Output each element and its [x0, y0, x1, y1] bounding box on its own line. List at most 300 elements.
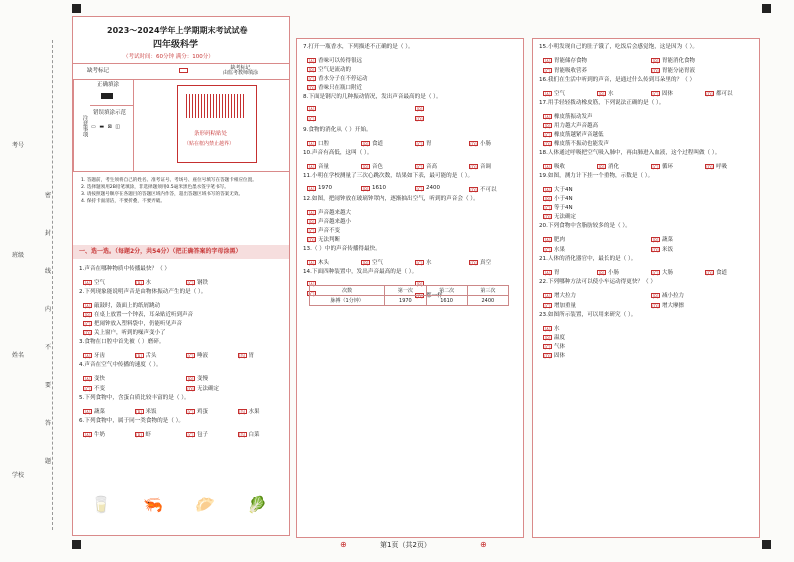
answer-option[interactable] — [307, 139, 329, 147]
answer-bubble[interactable]: [D] — [187, 386, 194, 392]
option-text: 钢铁 — [197, 280, 209, 286]
question-stem: 声音在哪种物质中传播最快？（ ） — [84, 266, 171, 272]
answer-option[interactable] — [361, 185, 386, 191]
answer-bubble[interactable]: [A] — [84, 280, 91, 286]
answer-bubble[interactable]: [D] — [706, 270, 713, 276]
option-text: 声音越来越大 — [318, 210, 352, 216]
question-stem: （ ）中的声音传播得最快。 — [311, 246, 381, 252]
answer-option[interactable] — [361, 139, 383, 147]
question-text — [79, 267, 170, 273]
answer-option[interactable] — [307, 185, 332, 191]
answer-option[interactable] — [83, 384, 105, 392]
seal-char: 题 — [45, 458, 52, 465]
seal-char: 要 — [45, 382, 52, 389]
exam-title: 2023～2024学年上学期期末考试试卷 — [107, 26, 248, 35]
answer-option[interactable] — [543, 121, 598, 129]
answer-option[interactable] — [415, 106, 426, 111]
answer-option[interactable] — [135, 430, 152, 438]
option-text: 真空 — [480, 260, 492, 266]
question-number: 5. — [79, 395, 85, 401]
answer-bubble[interactable]: [B] — [136, 432, 142, 438]
option-text: 音色 — [372, 164, 384, 170]
answer-option[interactable] — [543, 342, 565, 350]
question-text — [539, 78, 695, 84]
answer-bubble[interactable]: [A] — [544, 91, 551, 97]
answer-option[interactable] — [597, 162, 619, 170]
option-text: 水 — [426, 260, 432, 266]
answer-bubble[interactable]: [B] — [136, 409, 142, 415]
option-text: 水 — [554, 326, 560, 332]
answer-bubble[interactable]: [C] — [544, 68, 551, 74]
question-text — [539, 280, 656, 286]
table-cell: 脉搏（1分钟） — [310, 296, 385, 306]
answer-bubble[interactable]: [C] — [416, 141, 423, 147]
note-item: 4. 保持卡面清洁，不要折叠，不要弄破。 — [81, 199, 165, 204]
answer-bubble[interactable]: [D] — [84, 330, 91, 336]
answer-option[interactable] — [651, 301, 684, 309]
answer-bubble[interactable]: [A] — [544, 293, 551, 299]
answer-bubble[interactable]: [D] — [652, 303, 659, 309]
section-heading: 一、选一选。（每题2分，共54分）（把正确答案的字母涂黑） — [79, 248, 242, 255]
question-number: 11. — [303, 173, 312, 179]
question-stem: 下面是钢尺的几种振动情况，发出声音最高的是（ ）。 — [308, 94, 442, 100]
barcode-icon — [186, 94, 246, 118]
answer-option[interactable] — [543, 324, 560, 332]
option-text: 关上窗户，听到的噪声变小了 — [94, 330, 166, 336]
answer-bubble[interactable]: [A] — [308, 58, 315, 64]
answer-bubble[interactable]: [A] — [308, 141, 315, 147]
answer-option[interactable] — [307, 56, 362, 64]
question-number: 18. — [539, 150, 548, 156]
option-text: 胃 — [248, 353, 255, 359]
answer-bubble[interactable]: [D] — [238, 409, 246, 415]
answer-bubble[interactable]: [A] — [544, 237, 551, 243]
question-number: 12. — [303, 196, 312, 202]
answer-bubble[interactable]: [D] — [470, 260, 477, 266]
answer-bubble[interactable]: [C] — [187, 432, 194, 438]
answer-bubble[interactable]: [D] — [544, 214, 551, 220]
question-text — [79, 340, 164, 346]
option-text: 用力越大声音越高 — [554, 123, 599, 129]
option-text: 橡皮筋振动发声 — [554, 114, 593, 120]
answer-option[interactable] — [705, 89, 733, 97]
answer-option[interactable] — [651, 56, 695, 64]
answer-option[interactable] — [307, 235, 340, 243]
answer-bubble[interactable]: [D] — [308, 85, 315, 91]
attention-label: 注意事项 — [81, 115, 88, 137]
answer-option[interactable] — [238, 430, 260, 438]
question-text — [303, 151, 372, 157]
answer-bubble[interactable]: [A] — [544, 187, 551, 193]
option-text: 唾液 — [197, 353, 209, 359]
answer-bubble[interactable]: [D] — [544, 141, 551, 147]
answer-option[interactable] — [307, 116, 318, 121]
answer-option[interactable] — [361, 258, 383, 266]
answer-bubble[interactable]: [A] — [308, 186, 315, 192]
barcode-label: 条形码粘贴处 — [194, 131, 228, 137]
answer-option[interactable] — [543, 185, 573, 193]
question-stem: 我们在生活中听到的声音，是通过什么传到耳朵里的？（ ） — [547, 77, 696, 83]
answer-bubble[interactable]: [B] — [362, 164, 369, 170]
option-text: 小于4N — [554, 196, 573, 202]
option-text: 气体 — [554, 344, 566, 350]
table-row — [310, 296, 509, 306]
answer-option[interactable] — [307, 217, 351, 225]
option-text: 吸收 — [554, 164, 566, 170]
option-text: 虾 — [145, 432, 152, 438]
answer-bubble[interactable]: [C] — [652, 164, 659, 170]
answer-option[interactable] — [543, 301, 576, 309]
seal-line — [52, 40, 53, 530]
option-text: 胃能吸收营养 — [554, 68, 588, 74]
table-cell: 1970 — [385, 296, 426, 306]
answer-bubble[interactable]: [C] — [652, 270, 659, 276]
option-text: 包子 — [197, 432, 209, 438]
answer-option[interactable] — [415, 258, 432, 266]
option-text: 减小拉力 — [662, 293, 685, 299]
option-text: 肥肉 — [554, 237, 566, 243]
answer-bubble[interactable]: [C] — [84, 386, 91, 392]
question-number: 3. — [79, 339, 85, 345]
answer-bubble[interactable]: [B] — [362, 260, 369, 266]
answer-option[interactable] — [543, 268, 560, 276]
option-text: 增大摩擦 — [662, 303, 685, 309]
answer-bubble[interactable]: [A] — [308, 107, 315, 112]
answer-bubble[interactable]: [D] — [238, 432, 246, 438]
answer-bubble[interactable]: [A] — [308, 282, 315, 287]
answer-bubble[interactable]: [B] — [544, 335, 551, 341]
answer-option[interactable] — [186, 384, 219, 392]
option-text: 增大拉力 — [554, 293, 577, 299]
answer-bubble[interactable]: [D] — [652, 247, 659, 253]
question-number: 14. — [303, 269, 312, 275]
answer-option[interactable] — [543, 66, 587, 74]
answer-bubble[interactable]: [B] — [416, 282, 423, 287]
answer-option[interactable] — [651, 89, 673, 97]
answer-bubble[interactable]: [A] — [544, 58, 551, 64]
answer-bubble[interactable]: [C] — [544, 205, 551, 211]
answer-option[interactable] — [415, 162, 437, 170]
answer-option[interactable] — [83, 301, 160, 309]
answer-bubble[interactable]: [A] — [544, 164, 551, 170]
answer-option[interactable] — [135, 278, 152, 286]
answer-option[interactable] — [307, 83, 362, 91]
option-text: 香味可以传得很远 — [318, 58, 363, 64]
answer-bubble[interactable]: [C] — [308, 117, 315, 122]
answer-option[interactable] — [83, 407, 105, 415]
option-text: 水果 — [248, 409, 260, 415]
answer-option[interactable] — [705, 268, 727, 276]
option-text: 小肠 — [608, 270, 620, 276]
answer-option[interactable] — [307, 106, 318, 111]
answer-option[interactable] — [469, 258, 491, 266]
answer-bubble[interactable]: [C] — [187, 353, 194, 359]
answer-option[interactable] — [543, 162, 565, 170]
sidebar-label: 班级 — [12, 252, 25, 259]
answer-option[interactable] — [543, 194, 573, 202]
question-number: 9. — [303, 127, 309, 133]
exam-subject: 四年级科学 — [153, 40, 199, 50]
answer-option[interactable] — [361, 162, 383, 170]
option-text: 橡皮筋不振动也能发声 — [554, 141, 610, 147]
question-stem: 下列食物中含脂肪较多的是（ ）。 — [547, 223, 631, 229]
option-text: 胃能分泌胃液 — [662, 68, 696, 74]
option-text: 橡皮筋越紧声音越低 — [554, 132, 604, 138]
question-text — [303, 270, 417, 276]
answer-option[interactable] — [651, 268, 673, 276]
answer-option[interactable] — [83, 430, 105, 438]
answer-option[interactable] — [83, 351, 105, 359]
question-number: 6. — [79, 418, 85, 424]
answer-option[interactable] — [543, 291, 576, 299]
answer-option[interactable] — [83, 328, 166, 336]
option-text: 音高 — [426, 164, 438, 170]
answer-option[interactable] — [469, 162, 491, 170]
crosshair-icon: ⊕ — [340, 540, 347, 549]
option-text: 白菜 — [248, 432, 260, 438]
answer-bubble[interactable]: [A] — [308, 260, 315, 266]
answer-option[interactable] — [186, 278, 208, 286]
question-number: 16. — [539, 77, 548, 83]
answer-bubble[interactable]: [B] — [544, 123, 551, 129]
answer-option[interactable] — [415, 139, 432, 147]
answer-bubble[interactable]: [B] — [308, 67, 315, 73]
sidebar-label: 姓名 — [12, 352, 25, 359]
answer-bubble[interactable]: [B] — [308, 219, 315, 225]
answer-bubble[interactable]: [D] — [238, 353, 246, 359]
answer-option[interactable] — [469, 185, 497, 193]
answer-bubble[interactable]: [C] — [308, 292, 315, 297]
question-text — [303, 197, 479, 203]
answer-option[interactable] — [83, 374, 105, 382]
option-text: 香味只在瓶口附近 — [318, 85, 363, 91]
answer-bubble[interactable]: [C] — [544, 344, 551, 350]
question-stem: 声音在空气中传播的速度（ ）。 — [84, 362, 162, 368]
sidebar-label: 学校 — [12, 472, 25, 479]
question-stem: 打开一瓶香水，下列描述不正确的是（ ）。 — [308, 44, 414, 50]
question-text — [79, 290, 206, 296]
question-text — [79, 419, 184, 425]
answer-bubble[interactable]: [B] — [362, 141, 369, 147]
answer-bubble[interactable]: [D] — [416, 293, 423, 299]
dumpling-icon: 🥟 — [195, 495, 215, 514]
answer-bubble[interactable]: [C] — [416, 186, 423, 192]
answer-bubble[interactable]: [B] — [84, 312, 91, 318]
answer-option[interactable] — [543, 130, 604, 138]
answer-bubble[interactable]: [B] — [416, 107, 423, 112]
answer-bubble[interactable]: [D] — [652, 68, 659, 74]
question-number: 7. — [303, 44, 309, 50]
answer-bubble[interactable]: [C] — [416, 164, 423, 170]
answer-option[interactable] — [651, 235, 673, 243]
question-stem: 人体通过呼吸把空气吸入肺中，再由肺进入血液，这个过程叫做（ ）。 — [547, 150, 721, 156]
option-text: 不可以 — [480, 187, 497, 193]
answer-option[interactable] — [469, 139, 491, 147]
answer-option[interactable] — [186, 430, 208, 438]
answer-bubble[interactable]: [D] — [706, 91, 713, 97]
option-text: 不变 — [94, 386, 106, 392]
answer-bubble[interactable]: [A] — [308, 210, 315, 216]
option-text: 呼吸 — [716, 164, 728, 170]
answer-option[interactable] — [651, 291, 684, 299]
question-text — [303, 45, 414, 51]
answer-option[interactable] — [543, 351, 565, 359]
option-text: 大肠 — [662, 270, 674, 276]
answer-bubble[interactable]: [C] — [544, 247, 551, 253]
answer-option[interactable] — [238, 351, 255, 359]
question-number: 19. — [539, 173, 548, 179]
answer-option[interactable] — [83, 319, 182, 327]
answer-bubble[interactable]: [D] — [544, 353, 551, 359]
option-text: 空气是流动的 — [318, 67, 352, 73]
answer-option[interactable] — [543, 235, 565, 243]
answer-bubble[interactable]: [A] — [308, 164, 315, 170]
answer-bubble[interactable]: [D] — [470, 141, 477, 147]
answer-bubble[interactable]: [A] — [544, 270, 551, 276]
answer-bubble[interactable]: [C] — [544, 303, 551, 309]
answer-bubble[interactable]: [C] — [652, 91, 659, 97]
answer-option[interactable] — [83, 278, 105, 286]
answer-bubble[interactable]: [A] — [84, 432, 91, 438]
answer-bubble[interactable]: [B] — [598, 91, 605, 97]
answer-option[interactable] — [307, 65, 351, 73]
question-text — [539, 151, 720, 157]
answer-bubble[interactable]: [A] — [84, 376, 91, 382]
answer-bubble[interactable]: [A] — [544, 114, 551, 120]
answer-bubble[interactable]: [D] — [416, 117, 423, 122]
answer-bubble[interactable]: [D] — [706, 164, 713, 170]
answer-option[interactable] — [651, 162, 673, 170]
question-number: 4. — [79, 362, 85, 368]
answer-option[interactable] — [415, 116, 426, 121]
question-stem: 下面四种装置中，发出声音最高的是（ ）。 — [311, 269, 418, 275]
question-number: 13. — [303, 246, 312, 252]
answer-bubble[interactable]: [B] — [598, 164, 605, 170]
answer-option[interactable] — [543, 112, 593, 120]
question-text — [303, 174, 473, 180]
answer-option[interactable] — [307, 258, 329, 266]
answer-option[interactable] — [705, 162, 727, 170]
option-text: 在桌上放置一个钟表，耳朵贴近听到声音 — [94, 312, 194, 318]
answer-bubble[interactable]: [A] — [84, 353, 91, 359]
answer-bubble[interactable]: [A] — [544, 326, 551, 332]
answer-bubble[interactable]: [B] — [362, 186, 369, 192]
answer-option[interactable] — [307, 208, 351, 216]
answer-bubble[interactable]: [B] — [652, 293, 659, 299]
question-text — [539, 174, 653, 180]
answer-bubble[interactable]: [C] — [308, 228, 315, 234]
answer-option[interactable] — [543, 56, 587, 64]
answer-bubble[interactable]: [A] — [84, 303, 91, 309]
option-text: 声音不变 — [318, 228, 341, 234]
answer-bubble[interactable]: [C] — [544, 132, 551, 138]
answer-option[interactable] — [186, 374, 208, 382]
option-text: 固体 — [554, 353, 566, 359]
option-text: 胃能储存食物 — [554, 58, 588, 64]
question-text — [539, 313, 636, 319]
option-text: 胃 — [554, 270, 560, 276]
teacher-fill-note: 缺考标记 由监考教师填涂 — [223, 65, 259, 76]
answer-option[interactable] — [307, 74, 368, 82]
page-number: 第1页（共2页） — [380, 541, 431, 549]
answer-bubble[interactable]: [D] — [470, 164, 477, 170]
option-text: 水 — [145, 280, 152, 286]
answer-option[interactable] — [135, 407, 157, 415]
option-text: 都可以 — [716, 91, 733, 97]
answer-bubble[interactable]: [C] — [416, 260, 423, 266]
option-text: 无法确定 — [554, 214, 577, 220]
answer-bubble[interactable]: [C] — [308, 76, 315, 82]
answer-bubble[interactable]: [C] — [187, 409, 194, 415]
table-header: 次数 — [310, 286, 385, 296]
shrimp-icon: 🦐 — [143, 495, 163, 514]
answer-bubble[interactable]: [B] — [652, 237, 659, 243]
barcode-area — [177, 85, 257, 163]
question-stem: 食物在口腔中首先被（ ）磨碎。 — [84, 339, 165, 345]
answer-option[interactable] — [543, 139, 609, 147]
option-text: 声音越来越小 — [318, 219, 352, 225]
answer-bubble[interactable]: [C] — [187, 280, 194, 286]
answer-bubble[interactable]: [C] — [84, 321, 91, 327]
answer-option[interactable] — [597, 89, 614, 97]
wrong-fill-label: 错误填涂示范 — [93, 110, 127, 116]
answer-bubble[interactable]: [B] — [136, 280, 142, 286]
answer-bubble[interactable]: [B] — [136, 353, 142, 359]
crosshair-icon: ⊕ — [480, 540, 487, 549]
answer-bubble[interactable]: [B] — [544, 196, 551, 202]
note-item: 2. 选择题须用2B铅笔填涂，非选择题须用0.5毫米黑色墨水签字笔书写。 — [81, 185, 229, 190]
question-stem: 小明发现自己的肚子饿了，吃饭后会感觉饱，这是因为（ ）。 — [547, 44, 698, 50]
answer-bubble[interactable]: [B] — [187, 376, 194, 382]
question-number: 2. — [79, 289, 85, 295]
question-text — [79, 396, 190, 402]
answer-option[interactable] — [597, 268, 619, 276]
answer-option[interactable] — [543, 212, 576, 220]
answer-bubble[interactable]: [B] — [652, 58, 659, 64]
column-2 — [296, 38, 524, 538]
answer-option[interactable] — [651, 66, 695, 74]
answer-option[interactable] — [543, 203, 573, 211]
answer-option[interactable] — [543, 333, 565, 341]
answer-option[interactable] — [307, 226, 340, 234]
answer-option[interactable] — [83, 310, 193, 318]
answer-option[interactable] — [186, 351, 208, 359]
answer-option[interactable] — [238, 407, 260, 415]
answer-option[interactable] — [415, 185, 440, 191]
answer-option[interactable] — [135, 351, 157, 359]
registration-mark — [762, 540, 771, 549]
answer-option[interactable] — [307, 162, 329, 170]
answer-option[interactable] — [543, 245, 565, 253]
answer-bubble[interactable]: [A] — [84, 409, 91, 415]
missing-mark-bubble[interactable] — [179, 68, 188, 73]
question-stem: 小明在学校测量了三次心跳次数，结果如下表，最可能的是（ ）。 — [311, 173, 474, 179]
registration-mark — [72, 540, 81, 549]
question-stem: 下列哪种方法可以使小车运动得更快？（ ） — [547, 279, 656, 285]
question-number: 22. — [539, 279, 548, 285]
correct-fill-label: 正确填涂 — [97, 82, 120, 88]
answer-bubble[interactable]: [B] — [598, 270, 605, 276]
answer-bubble[interactable]: [D] — [308, 237, 315, 243]
answer-option[interactable] — [543, 89, 565, 97]
data-table — [309, 285, 509, 306]
seal-char: 内 — [45, 306, 52, 313]
answer-option[interactable] — [186, 407, 208, 415]
note-item: 1. 答题前，考生须将自己的姓名、准考证号、考场号、座位号填写在答题卡相应位置。 — [81, 178, 257, 183]
answer-bubble[interactable]: [D] — [470, 187, 477, 193]
answer-option[interactable] — [651, 245, 673, 253]
question-text — [539, 101, 664, 107]
